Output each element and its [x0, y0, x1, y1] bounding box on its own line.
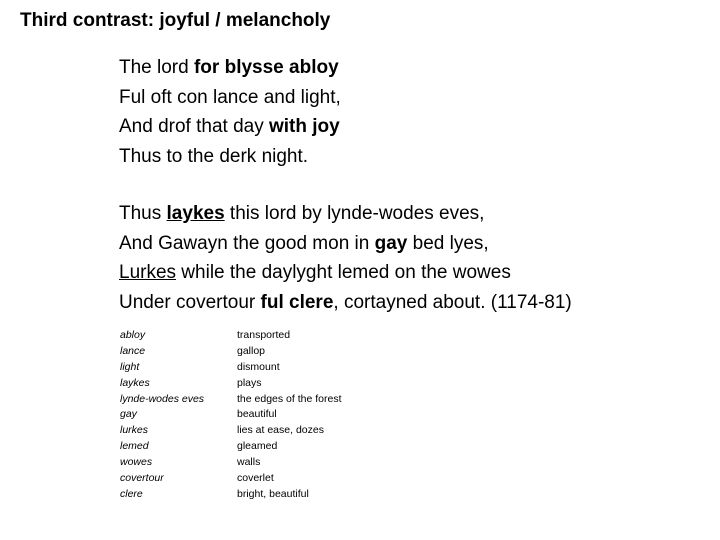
glossary-definition: plays [237, 376, 262, 389]
glossary-definition: beautiful [237, 408, 277, 421]
verse-emphasis: gay [374, 232, 408, 254]
verse-text: Thus to the derk night. [119, 145, 309, 167]
verse-underlined: Lurkes [119, 262, 177, 284]
glossary-term: abloy [120, 329, 146, 341]
verse-text: bed lyes, [407, 232, 489, 254]
glossary-definition: coverlet [237, 472, 274, 485]
glossary-term: laykes [120, 376, 150, 389]
verse-emphasis-underlined: laykes [166, 203, 225, 224]
verse-line [119, 229, 572, 259]
verse-line [119, 83, 341, 113]
glossary-definition: transported [237, 329, 291, 341]
glossary-term: covertour [120, 472, 164, 485]
glossary-definition: dismount [237, 360, 280, 373]
glossary-definition: walls [237, 456, 261, 469]
verse-line [119, 288, 572, 318]
glossary-term: lurkes [120, 424, 149, 437]
verse-text: The lord [119, 57, 194, 78]
verse-text: Under covertour [119, 291, 261, 313]
glossary-term: lance [120, 344, 146, 357]
glossary-definition: gleamed [237, 440, 278, 453]
glossary-term: wowes [120, 456, 153, 469]
glossary-term: lemed [120, 440, 149, 453]
glossary-definition: gallop [237, 344, 266, 357]
verse-text: Thus [119, 203, 167, 224]
glossary-terms [120, 328, 204, 503]
slide-title: Third contrast: joyful / melancholy [20, 10, 331, 31]
glossary-definition: lies at ease, dozes [237, 424, 324, 437]
verse-line [119, 258, 572, 288]
verse-emphasis: ful clere [260, 291, 334, 313]
verse-line [119, 112, 341, 142]
verse-emphasis: with joy [269, 116, 340, 138]
glossary-definition: bright, beautiful [237, 487, 309, 500]
glossary-term: light [120, 360, 140, 373]
verse-text: Ful oft con lance and light, [119, 86, 341, 108]
verse-text: And Gawayn the good mon in [119, 232, 375, 254]
glossary-term: gay [120, 408, 137, 421]
glossary-term: lynde-wodes eves [120, 392, 205, 405]
verse-line [119, 199, 572, 229]
verse-text: this lord by lynde-wodes eves, [224, 203, 485, 224]
stanza-one [119, 53, 341, 171]
glossary-definitions [237, 328, 342, 503]
verse-text: And drof that day [119, 116, 269, 138]
verse-emphasis: for blysse abloy [193, 57, 339, 78]
verse-line [119, 53, 341, 83]
verse-text: , cortayned about. (1174-81) [333, 291, 572, 313]
stanza-two [119, 199, 572, 317]
glossary-term: clere [120, 487, 143, 500]
verse-text: while the daylyght lemed on the wowes [176, 262, 511, 284]
glossary-definition: the edges of the forest [237, 392, 342, 405]
verse-line [119, 142, 341, 172]
